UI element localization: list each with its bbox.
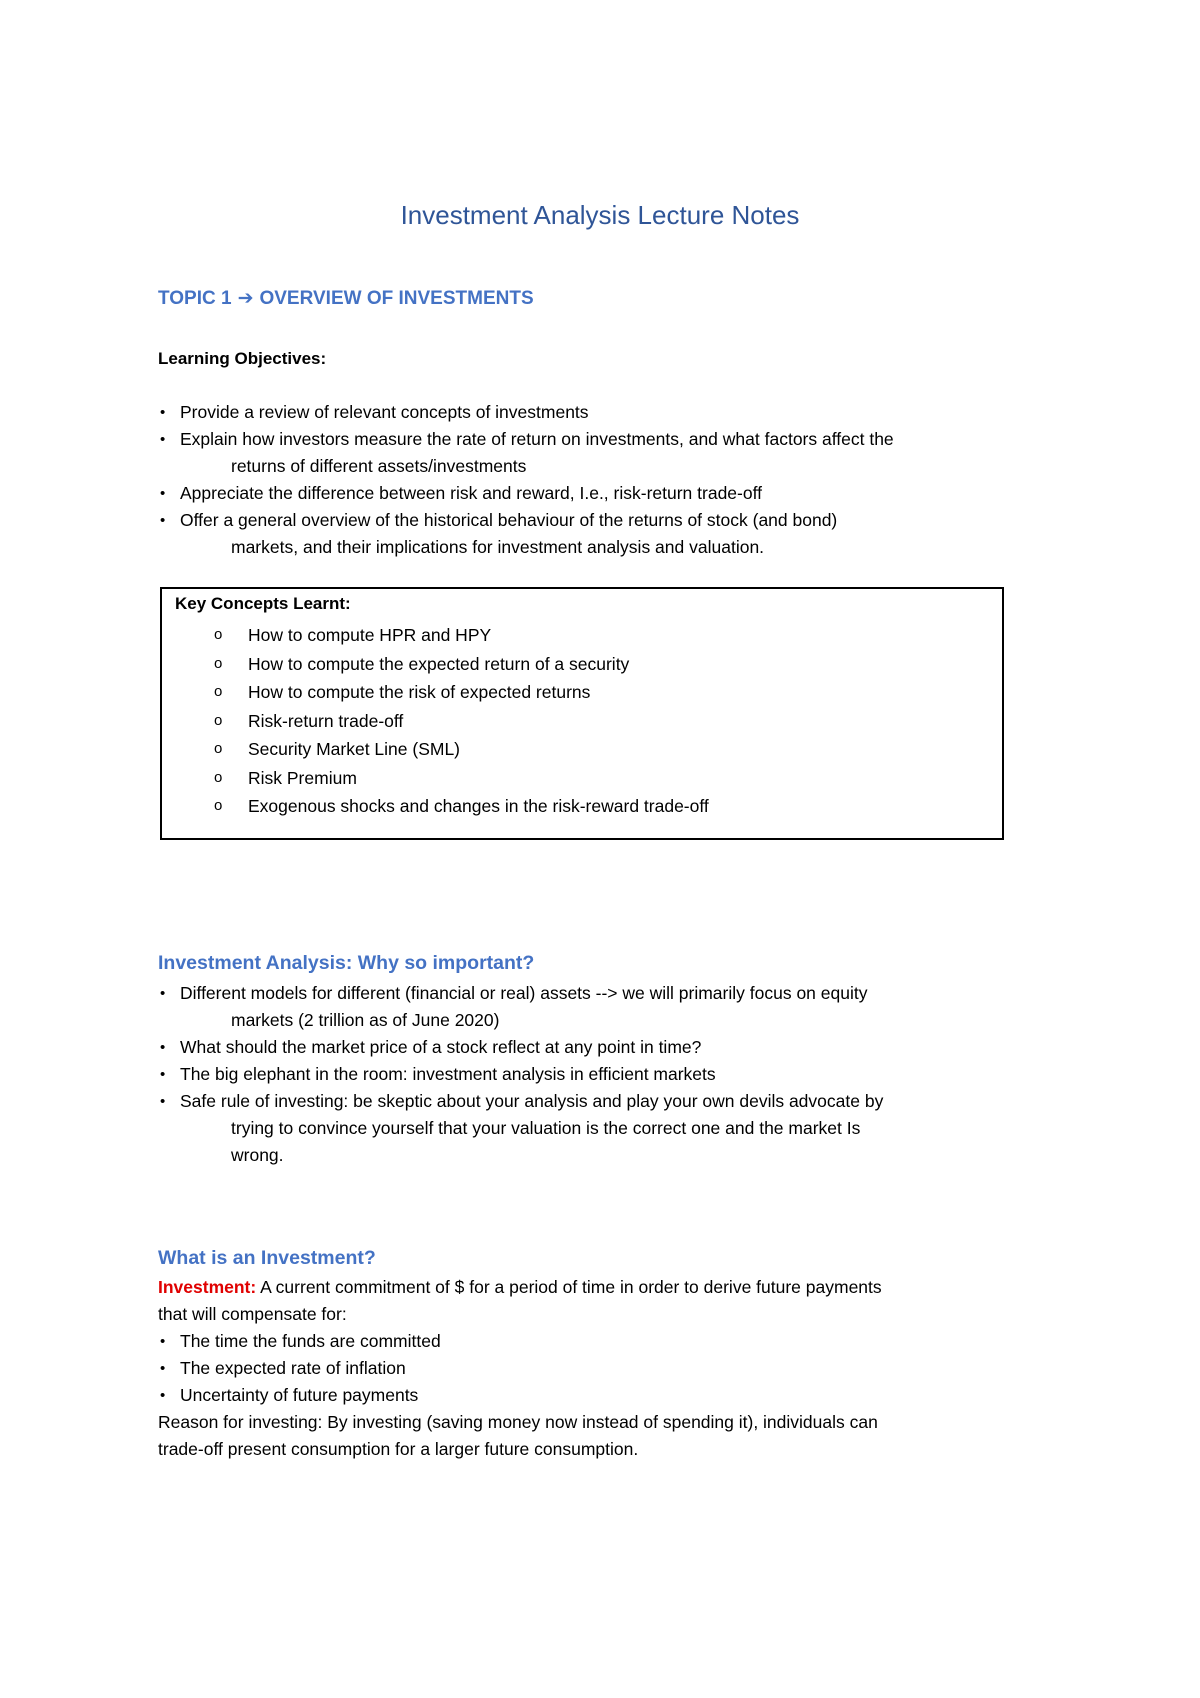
list-item: • What should the market price of a stock reflect at any point in time? xyxy=(158,1034,1048,1061)
bullet-icon: • xyxy=(160,431,166,448)
document-title: Investment Analysis Lecture Notes xyxy=(400,200,800,230)
bullet-icon: • xyxy=(160,1360,166,1377)
definition-label: Investment: xyxy=(158,1277,257,1297)
learning-objectives-heading: Learning Objectives: xyxy=(158,349,327,368)
key-concepts-list xyxy=(214,621,709,821)
topic-heading xyxy=(158,287,534,310)
list-item: o How to compute the risk of expected returns xyxy=(214,678,709,707)
list-item: • Offer a general overview of the historical behaviour of the returns of stock (and bond) markets, and their implications for investment analysis and valuation. xyxy=(158,507,1048,561)
circle-bullet-icon: o xyxy=(214,740,223,757)
list-item: o How to compute HPR and HPY xyxy=(214,621,709,650)
list-item: • The expected rate of inflation xyxy=(158,1355,1048,1382)
list-item: o How to compute the expected return of a security xyxy=(214,650,709,679)
bullet-icon: • xyxy=(160,985,166,1002)
circle-bullet-icon: o xyxy=(214,768,223,786)
bullet-icon: • xyxy=(160,485,166,502)
list-item: o Risk Premium xyxy=(214,764,709,793)
list-item: o Risk-return trade-off xyxy=(214,707,709,736)
key-concepts-heading: Key Concepts Learnt: xyxy=(175,594,351,613)
circle-bullet-icon: o xyxy=(214,626,223,643)
learning-objectives-list xyxy=(158,399,1048,561)
why-important-heading: Investment Analysis: Why so important? xyxy=(158,952,535,974)
list-item: o Exogenous shocks and changes in the risk-reward trade-off xyxy=(214,792,709,821)
investment-definition: Investment: A current commitment of $ for a period of time in order to derive future payments that will compensate for: xyxy=(158,1277,882,1324)
list-item: • The big elephant in the room: investment analysis in efficient markets xyxy=(158,1061,1048,1088)
bullet-icon: • xyxy=(160,1333,166,1350)
list-item: • Safe rule of investing: be skeptic about your analysis and play your own devils advocate by trying to convince yourself that your valuation is the correct one and the market Is wrong. xyxy=(158,1088,1048,1169)
bullet-icon: • xyxy=(160,1039,166,1056)
topic-label: TOPIC 1 xyxy=(158,288,232,309)
list-item: • Different models for different (financial or real) assets --> we will primarily focus on equity markets (2 trillion as of June 2020) xyxy=(158,980,1048,1034)
list-item: • Appreciate the difference between risk and reward, I.e., risk-return trade-off xyxy=(158,480,1048,507)
list-item: o Security Market Line (SML) xyxy=(214,735,709,764)
bullet-icon: • xyxy=(160,1093,166,1110)
bullet-icon: • xyxy=(160,1066,166,1083)
why-important-list xyxy=(158,980,1048,1169)
circle-bullet-icon: o xyxy=(214,797,223,814)
list-item: • The time the funds are committed xyxy=(158,1328,1048,1355)
circle-bullet-icon: o xyxy=(214,683,223,700)
topic-name: OVERVIEW OF INVESTMENTS xyxy=(259,288,534,309)
arrow-right-icon: ➔ xyxy=(237,288,254,309)
bullet-icon: • xyxy=(160,512,166,529)
list-item: • Explain how investors measure the rate of return on investments, and what factors affect the returns of different assets/investments xyxy=(158,426,1048,480)
list-item: • Provide a review of relevant concepts of investments xyxy=(158,399,1048,426)
circle-bullet-icon: o xyxy=(214,654,223,672)
list-item: • Uncertainty of future payments xyxy=(158,1382,1048,1409)
circle-bullet-icon: o xyxy=(214,711,223,729)
bullet-icon: • xyxy=(160,404,166,421)
reason-for-investing: Reason for investing: By investing (saving money now instead of spending it), individuals can trade-off present consumption for a larger future consumption. xyxy=(158,1412,878,1459)
what-is-investment-heading: What is an Investment? xyxy=(158,1247,376,1269)
bullet-icon: • xyxy=(160,1387,166,1404)
investment-compensation-list xyxy=(158,1328,1048,1409)
key-concepts-box xyxy=(160,587,1004,840)
